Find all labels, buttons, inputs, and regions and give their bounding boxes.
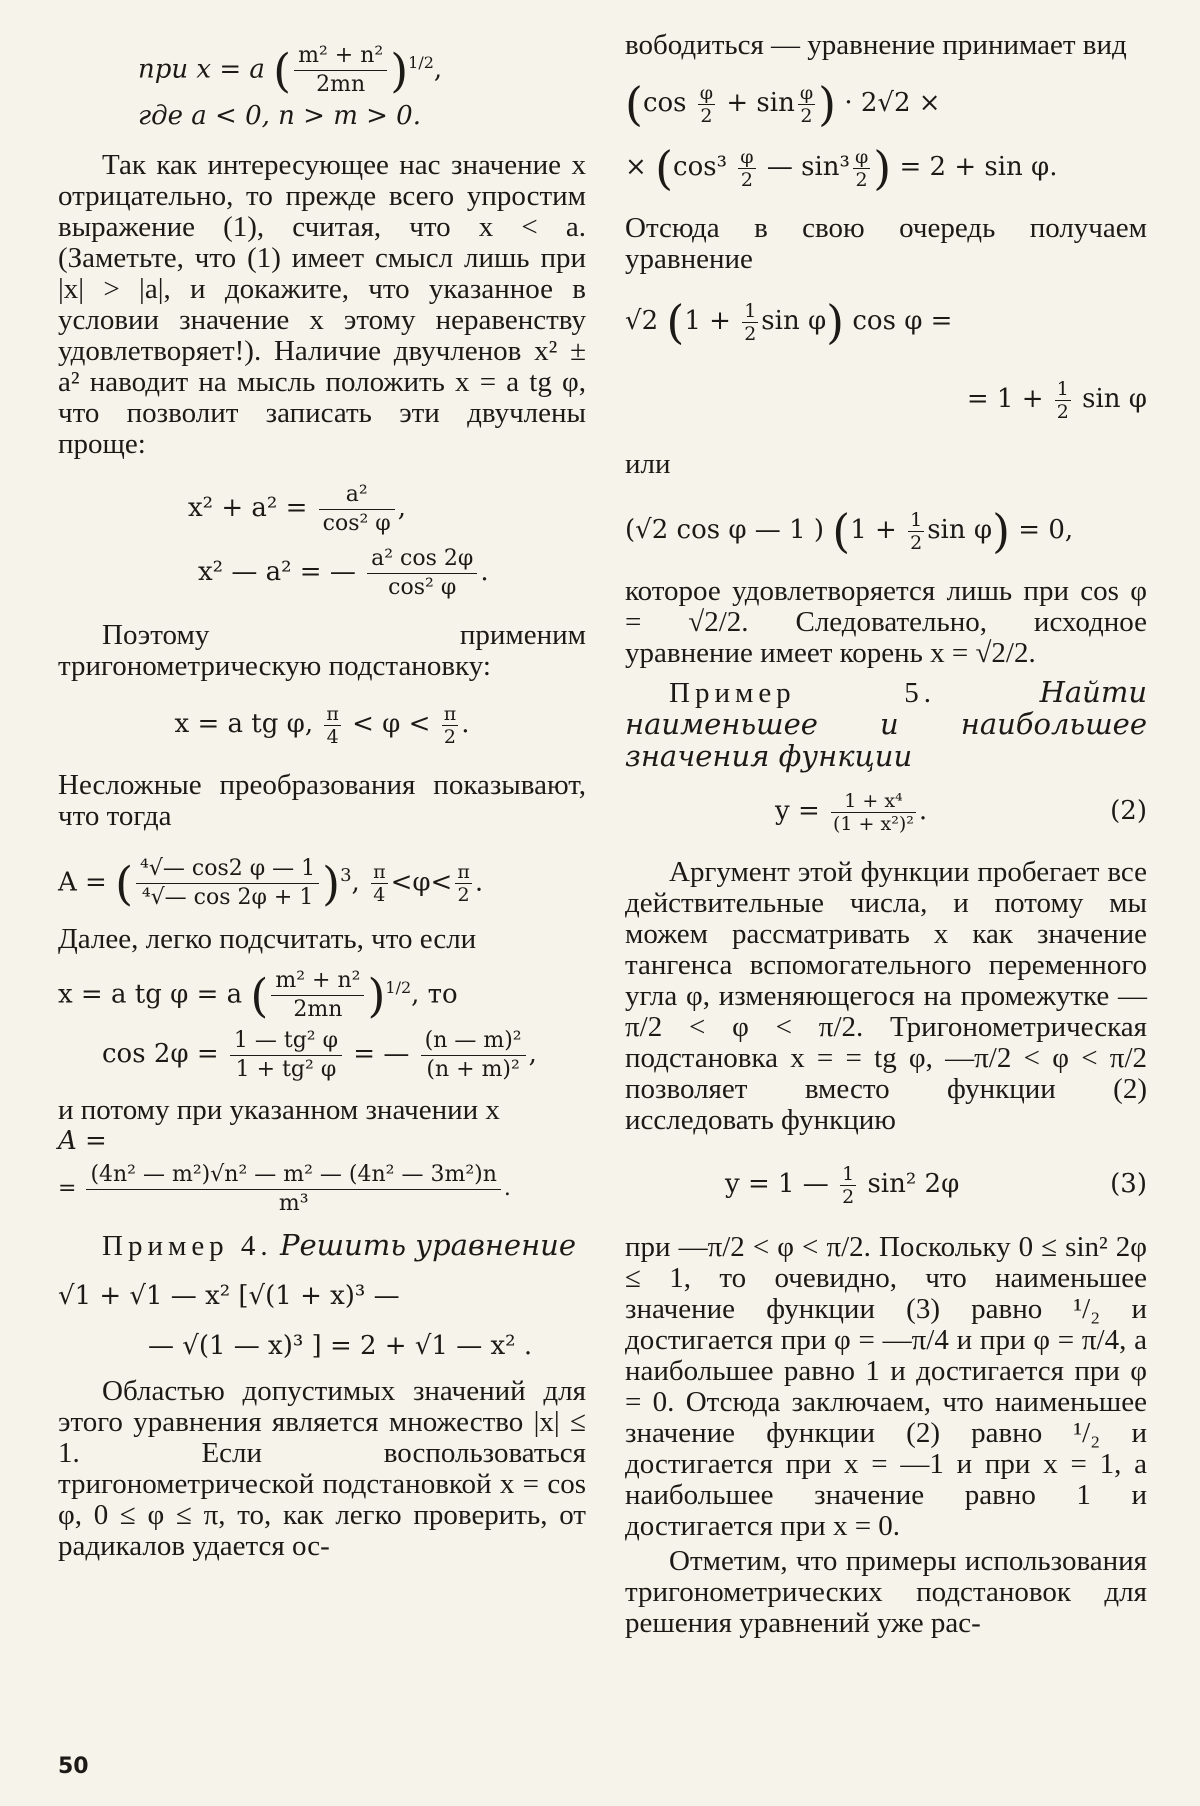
eq-text: = 2 + sin φ. xyxy=(899,152,1058,182)
page-number: 50 xyxy=(58,1754,89,1779)
equation-A2: = $\frac{\text{(4n² — m²)√n² — m² — (4n² — 3m²)n}}{\text{m³}}$ . xyxy=(58,1161,511,1216)
eq-text: cos³ xyxy=(673,152,727,182)
equation-diff-squares: x² — a² = — $\frac{\text{a² cos 2φ}}{\text{cos² φ}}$ . xyxy=(198,545,489,600)
equation-example-4-line1: √1 + √1 — x² [√(1 + x)³ — xyxy=(58,1281,400,1311)
eq-text: = — xyxy=(353,1039,410,1069)
eq-text: <φ< xyxy=(390,867,453,898)
eq-text: = 1 + xyxy=(966,384,1044,414)
example-4-heading xyxy=(58,1230,586,1262)
eq-numerator: φ xyxy=(799,81,814,104)
eq-text: sin φ xyxy=(761,306,827,336)
eq-text: cos xyxy=(642,88,687,118)
eq-denominator: 4 xyxy=(326,725,339,748)
equation-r2-line1: √2 (1 + $\frac{1}{2}$ sin φ) cos φ = xyxy=(625,295,953,349)
equation-number: (3) xyxy=(1110,1169,1147,1199)
eq-denominator: 2mn xyxy=(316,72,366,98)
paragraph-4: Далее, легко подсчитать, что если xyxy=(58,923,477,955)
eq-denominator: 2 xyxy=(700,104,713,127)
eq-denominator: 2 xyxy=(842,1185,855,1208)
paragraph-r5: Аргумент этой функции пробегает все действительные числа, и потому мы можем рассматривать x как значение тангенса вспомогательного переменного угла φ, изменяющегося на промежутке —π/2 < φ < π/2. Тригонометрическая подстановка x = = tg φ, —π/2 < φ < π/2 позволяет вместо функции (2) исследовать функцию xyxy=(625,856,1147,1136)
eq-text: , то xyxy=(411,979,458,1010)
eq-numerator: a² cos 2φ xyxy=(367,545,477,574)
eq-numerator: 1 — tg² φ xyxy=(230,1027,342,1056)
equation-r2-line2 xyxy=(625,367,1147,431)
eq-numerator: φ xyxy=(740,145,754,168)
eq-text: 1 + xyxy=(684,306,731,336)
paragraph-r3: или xyxy=(625,448,671,480)
eq-text: cos 2φ = xyxy=(102,1039,219,1069)
eq-denominator: 2 xyxy=(744,322,757,345)
equation-substitution: x = a tg φ, $\frac{\pi}{4}$ < φ < $\frac{\pi}{2}$ . xyxy=(174,702,470,748)
equation-r3: (√2 cos φ — 1 ) (1 + $\frac{1}{2}$ sin φ) = 0, xyxy=(625,504,1074,558)
equation-x-value: x = a tg φ = a ( $\frac{\text{m² + n²}}{2mn}$ )$^{1/2}$, то xyxy=(58,968,458,1023)
eq-text: x² + a² = xyxy=(188,493,308,523)
right-column xyxy=(625,30,1147,1639)
eq-text: x = a tg φ = a xyxy=(58,979,243,1010)
eq-text: = xyxy=(58,1176,84,1201)
eq-denominator: 2 xyxy=(910,531,923,554)
equation-r6 xyxy=(625,1152,1147,1216)
eq-numerator: 1 xyxy=(910,508,923,531)
eq-text: при x = a xyxy=(138,54,265,85)
paragraph-6: Областью допустимых значений для этого уравнения является множество |x| ≤ 1. Если воспользоваться тригонометрической подстановкой x = cos φ, 0 ≤ φ ≤ π, то, как легко проверить, от радикалов удается ос- xyxy=(58,1375,586,1562)
eq-numerator: 1 xyxy=(744,299,757,322)
eq-text: y = 1 — xyxy=(725,1169,829,1199)
paragraph-r7: Отметим, что примеры использования тригонометрических подстановок для решения уравнений уже рас- xyxy=(625,1545,1147,1639)
paragraph-r2: Отсюда в свою очередь получаем уравнение xyxy=(625,212,1147,275)
eq-text: A = xyxy=(58,867,107,898)
eq-text: x = a tg φ, xyxy=(174,709,314,739)
eq-text: x² — a² = — xyxy=(198,557,356,587)
eq-text: y = xyxy=(775,796,820,826)
eq-denominator: 2 xyxy=(855,168,868,191)
eq-denominator: 2mn xyxy=(293,997,343,1023)
equation-A: A = ( $\frac{\text{⁴√— cos2 φ — 1}}{\text{⁴√— cos 2φ + 1}}$ )$^3$, $\frac{\pi}{4}$ <φ< $\frac{\pi}{2}$ . xyxy=(58,856,484,911)
eq-denominator: 2 xyxy=(457,884,470,907)
eq-denominator: 1 + tg² φ xyxy=(235,1056,337,1082)
eq-denominator: 4 xyxy=(373,884,386,907)
eq-denominator: 2 xyxy=(1056,400,1069,423)
paragraph-1: Так как интересующее нас значение x отрицательно, то прежде всего упростим выражение (1), считая, что x < a. (Заметьте, что (1) имеет смысл лишь при |x| > |a|, и докажите, что указанное в условии значение x этому неравенству удовлетворяет!). Наличие двучленов x² ± a² наводит на мысль положить x = a tg φ, что позволит записать эти двучлены проще: xyxy=(58,149,586,460)
equation-sum-squares: x² + a² = $\frac{\text{a²}}{\text{cos² φ}}$ , xyxy=(188,481,406,536)
eq-numerator: π xyxy=(457,861,470,884)
eq-text: (√2 cos φ — 1 ) xyxy=(625,515,825,545)
eq-numerator: m² + n² xyxy=(294,42,387,71)
equation-example-4-line2: — √(1 — x)³ ] = 2 + √1 — x² . xyxy=(148,1331,533,1361)
eq-denominator: (1 + x²)² xyxy=(833,812,914,835)
equation-r1-line2: × (cos³ $\frac{\varphi}{2}$ — sin³ $\frac{\varphi}{2}$ ) = 2 + sin φ. xyxy=(625,141,1058,195)
eq-text: · 2√2 × xyxy=(844,88,941,118)
eq-numerator: m² + n² xyxy=(271,967,364,996)
left-column xyxy=(58,30,586,1562)
example-5-title: Найти наименьшее и наибольшее значения функции xyxy=(625,675,1147,773)
eq-numerator: (4n² — m²)√n² — m² — (4n² — 3m²)n xyxy=(86,1161,500,1190)
eq-text: sin² 2φ xyxy=(867,1169,960,1199)
paragraph-5: и потому при указанном значении x xyxy=(58,1094,500,1126)
equation-r5: y = $\frac{\text{1 + x⁴}}{\text{(1 + x²)²}}$ . (2) xyxy=(625,779,1147,843)
eq-text: = 0, xyxy=(1018,515,1074,545)
eq-text: √2 xyxy=(625,306,659,336)
paragraph-2: Поэтому применим тригонометрическую подстановку: xyxy=(58,619,586,682)
paragraph-r1: вободиться — уравнение принимает вид xyxy=(625,29,1127,61)
eq-numerator: 1 xyxy=(842,1162,855,1185)
eq-text: cos φ = xyxy=(852,306,953,336)
paragraph-r6: при —π/2 < φ < π/2. Поскольку 0 ≤ sin² 2φ ≤ 1, то очевидно, что наименьшее значение функции (3) равно ¹/₂ и достигается при φ = —π/4 и при φ = π/4, а наибольшее равно 1 и достигается при φ = 0. Отсюда заключаем, что наименьшее значение функции (2) равно ¹/₂ и достигается при x = —1 и при x = 1, а наибольшее значение равно 1 и достигается при x = 0. xyxy=(625,1231,1147,1542)
equation-r1-line1: (cos $\frac{\varphi}{2}$ + sin $\frac{\varphi}{2}$ ) · 2√2 × xyxy=(625,77,941,131)
eq-numerator: (n — m)² xyxy=(421,1027,526,1056)
eq-text: × xyxy=(625,152,647,182)
eq-numerator: π xyxy=(443,702,457,725)
eq-denominator: (n + m)² xyxy=(426,1056,520,1082)
eq-numerator: π xyxy=(373,861,386,884)
eq-denominator: 2 xyxy=(800,104,813,127)
example-4-title: Решить уравнение xyxy=(279,1228,577,1262)
eq-numerator: ⁴√— cos2 φ — 1 xyxy=(136,855,319,884)
eq-text: < φ < xyxy=(352,709,431,739)
equation-A2-label: A = xyxy=(58,1126,107,1156)
eq-text: 1 + xyxy=(850,515,897,545)
eq-numerator: 1 xyxy=(1056,377,1069,400)
eq-numerator: 1 + x⁴ xyxy=(831,790,916,813)
paragraph-3: Несложные преобразования показывают, что тогда xyxy=(58,769,586,832)
eq-numerator: φ xyxy=(854,145,869,168)
eq-numerator: a² xyxy=(319,481,395,510)
equation-cos2phi: cos 2φ = $\frac{\text{1 — tg² φ}}{\text{1 + tg² φ}}$ = — $\frac{\text{(n — m)²}}{\text{(n + m)²}}$ , xyxy=(102,1027,537,1082)
example-4-label: Пример 4. xyxy=(102,1230,273,1262)
eq-denominator: cos² φ xyxy=(322,510,391,536)
equation-number: (2) xyxy=(1110,796,1147,826)
eq-denominator: ⁴√— cos 2φ + 1 xyxy=(141,885,314,911)
eq-text: sin φ xyxy=(1082,384,1147,414)
eq-numerator: φ xyxy=(699,81,714,104)
example-5-label: Пример 5. xyxy=(669,677,936,709)
eq-denominator: m³ xyxy=(278,1190,309,1216)
eq-text: — sin³ xyxy=(766,152,850,182)
eq-numerator: π xyxy=(326,702,339,725)
eq-denominator: 2 xyxy=(740,168,753,191)
example-5-heading xyxy=(625,677,1147,773)
equation-condition: где a < 0, n > m > 0. xyxy=(138,101,421,131)
eq-denominator: cos² φ xyxy=(388,574,457,600)
eq-text: + sin xyxy=(726,88,795,118)
paragraph-r4: которое удовлетворяется лишь при cos φ = √2/2. Следовательно, исходное уравнение имеет корень x = √2/2. xyxy=(625,575,1147,669)
equation-given-x: при x = a ( $\frac{\text{m² + n²}}{2mn}$ )$^{1/2}$, xyxy=(138,43,443,98)
eq-text: sin φ xyxy=(927,515,993,545)
eq-denominator: 2 xyxy=(443,725,456,748)
